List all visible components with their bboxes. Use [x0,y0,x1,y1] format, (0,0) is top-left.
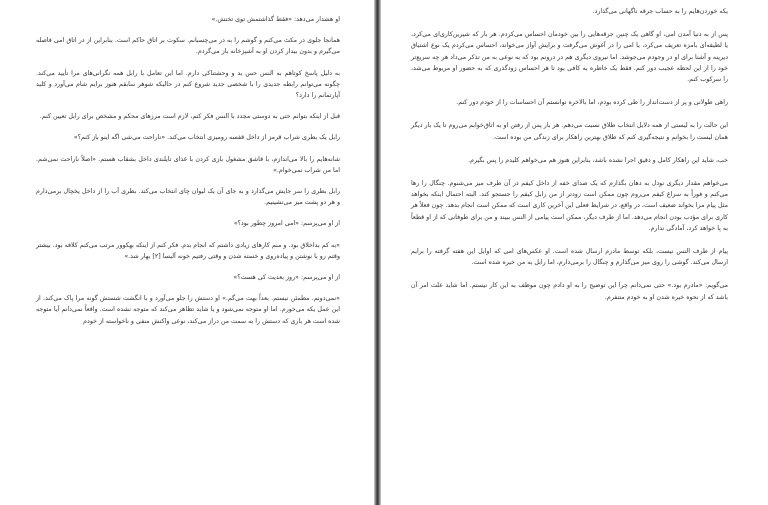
paragraph: «به کم بداخلاق بود. و منم کارهای زیادی داشتم که انجام بدم. فکر کنم از اینکه بهکوور مرتب می‌کنم کلافه بود. بیشتر وقتم رو با نوشتن و پیاده‌روی و خسته شدن و وقتی رفتیم خونه آلیسا [۲] بهار شد.» [36,241,340,260]
paragraph: می‌گویم: «مادرم بود.» حتی نمی‌دانم چرا این توضیح را به او دادم چون موظف به این کار نیستم. اما شاید علت امر آن باشد که از نحوه خیره شدن او به خودم متنفرم. [411,282,728,301]
paragraph: می‌خواهم مقدار دیگری نودل به دهان بگذارم که یک صدای خفه از داخل کیفم در آن طرف میز می‌شنوم. چنگال را رها می‌کنم و فوراً به سراغ کیفم می‌روم چون ممکن است زودتر از من رابل کیفم را جستجو کند. البته احتمال اینکه بخواهد مثل پیام مرا بخواند ضعیف است، در واقع، در شرایط فعلی این آخرین کاری است که ممکن است انجام بدهد. چون فعلاً هر کاری برای مؤدب بودن انجام می‌دهد. اما از طرف دیگر، ممکن است پیامی از النس ببیند و من برای طوفانی که از او قطعاً به پا خواهد کرد، آمادگی ندارم. [411,180,728,232]
right-page [381,0,768,505]
paragraph: او هشدار می‌دهد: «فقط گذاشتمش توی تختش.» [211,16,340,23]
paragraph: رابل یک بطری شراب قرمز از داخل قفسه رومیزی انتخاب می‌کند. «ناراحت می‌شی اگه اینو باز کنم؟» [73,134,340,142]
paragraph: همانجا جلوی در مکث می‌کنم و گوشم را به در می‌چسبانم. سکوت بر اتاق حاکم است. بنابراین از در اتاق امی فاصله می‌گیرم و بدون بیدار کردن او به آشپزخانه باز می‌گردم. [36,37,340,56]
paragraph: این حالت را به لیستی از همه دلایل انتخاب طلاق نسبت می‌دهم. هر بار پس از رفتن او به اتاق‌خوابم می‌روم تا یک بار دیگر همان لیست را بخوانم و نتیجه‌گیری کنم که طلاق بهترین راهکار برای زندگی من بوده است. [411,122,728,141]
paragraph: رابل بطری را سر جایش می‌گذارد و به جای آن یک لیوان چای انتخاب می‌کند. بطری آب را از داخل یخچال برمی‌دارم و هر دو پشت میز می‌نشینیم. [36,188,340,207]
paragraph: خب، شاید این راهکار کامل و دقیق اجرا نشده باشد، بنابراین هنوز هم می‌خواهم کلیدم را پس بگیرم. [468,156,728,164]
paragraph: از او می‌پرسم: «امی امروز چطور بود؟» [233,220,340,228]
paragraph: پیام از طرف النس نیست، بلکه توسط مادرم ارسال شده است. او عکس‌های امی که اوایل این هفته گرفته را برایم ارسال می‌کند. گوشی را روی میز می‌گذارم و چنگال را برمی‌دارم، اما رابل به من خیره شده است. [411,248,728,267]
paragraph: یکه خوردن‌هایم را به حساب جرقه ناگهانی می‌گذارد. [592,8,728,15]
book-gutter [374,0,381,505]
paragraph: راهی طولانی و پر از دست‌انداز را طی کرده بودم، اما بالاخره توانستم آن احساسات را از خودم دور کنم. [456,99,728,107]
paragraph: پس از به دنیا آمدن امی، او گاهی یک چنین جرقه‌هایی را بین خودمان احساس می‌کردم. هر بار که شیرین‌کاری‌ای می‌کرد، یا لطیفه‌ای بامزه تعریف می‌کرد، یا امی را در آغوش می‌گرفت و برایش آواز می‌خواند، احساس می‌کردم یک نوع اشتیاق دیرینه و آشنا برای او در وجودم می‌جوشد. اما نیروی دیگری هم در درونم بود که به نوعی به من تذکر می‌داد هر چه سریع‌تر خود را از این لحظه عجیب دور کنم. فقط یک خاطره به کافی بود تا هر احساس زودگذری که به حضور او مربوط می‌شد، را سرکوب کنم. [411,31,728,84]
paragraph: قبل از اینکه بتوانم حتی به دوستی مجدد با النس فکر کنم، لازم است مرزهای محکم و مشخص برای رابل تعیین کنم. [39,113,340,121]
paragraph: «نمی‌دونم. مطمئن نیستم. بعداً بهت می‌گم.» او دستش را جلو می‌آورد و با انگشت شستش گونه مرا پاک می‌کند. از این عمل یکه می‌خورم. اما او متوجه نمی‌شود و یا شاید تظاهر می‌کند که متوجه نشده است. واقعاً نمی‌دانم آیا متوجه شده است هر باری که دستش را به سمت من دراز می‌کند، نوعی واکنش منفی و ناخواسته از خودم [36,295,340,325]
paragraph: از او می‌پرسم: «روز بعدیت کی هست؟» [233,274,340,282]
paragraph: به دلیل پاسخ کوتاهم به النس حس بد و وحشتناکی دارم. اما این تعامل با رابل همه نگرانی‌های مرا تأیید می‌کند. چگونه می‌توانم رابطه جدیدی را با شخصی جدید شروع کنم در حالیکه شوهر سابقم هنوز برایم شام می‌آورد و کلید آپارتمانم را دارد؟ [36,69,340,100]
paragraph: شانه‌هایم را بالا می‌اندازم، با قاشق مشغول بازی کردن با غذای تایلندی داخل بشقاب هستم. «اصلاً ناراحت نمی‌شم. اما من شراب نمی‌خوام.» [36,155,340,174]
left-page [0,0,378,505]
